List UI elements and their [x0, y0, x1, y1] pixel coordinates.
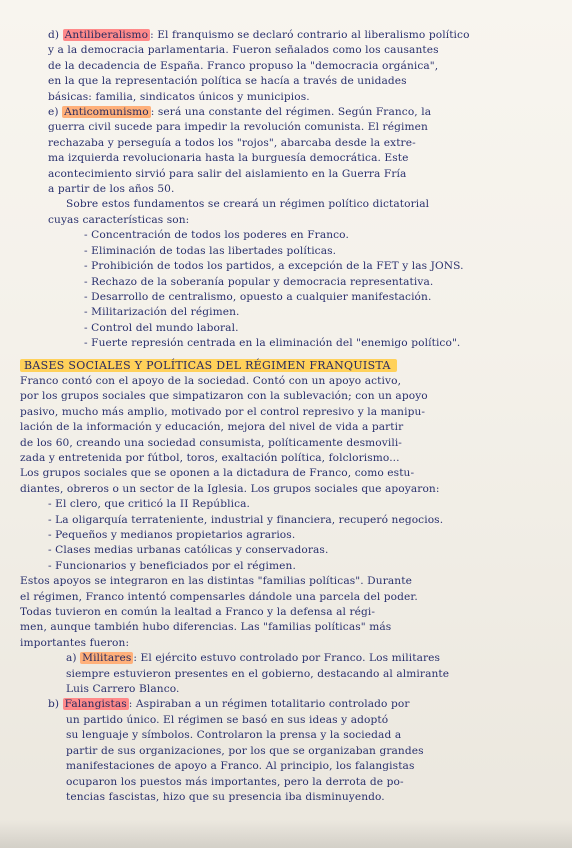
- section-e-term: Anticomunismo: [64, 106, 149, 119]
- falangistas-line-3: su lenguaje y símbolos. Controlaron la prensa y la sociedad a: [66, 729, 402, 742]
- falangistas-line-7: tencias fascistas, hizo que su presencia iba disminuyendo.: [66, 790, 385, 803]
- foundations-item-7: - Control del mundo laboral.: [84, 321, 239, 334]
- bases-line-4: lación de la información y educación, mejora del nivel de vida a partir: [20, 421, 404, 434]
- falangistas-label: b): [48, 698, 63, 711]
- militares-label: a): [66, 652, 81, 665]
- section-e-line-2: guerra civil sucede para impedir la revolución comunista. El régimen: [48, 121, 428, 134]
- militares-text: : El ejército estuvo controlado por Franco. Los militares: [133, 652, 441, 665]
- bottom-shadow: [0, 820, 572, 848]
- falangistas-line-2: un partido único. El régimen se basó en sus ideas y adoptó: [66, 713, 389, 726]
- bases-line-3: pasivo, mucho más amplio, motivado por el control represivo y la manipu-: [20, 405, 426, 418]
- families-line-2: el régimen, Franco intentó compensarles dándole una parcela del poder.: [20, 590, 418, 603]
- falangistas-line-6: ocuparon los puestos más importantes, pero la derrota de po-: [66, 775, 404, 788]
- bases-line-1: Franco contó con el apoyo de la sociedad. Contó con un apoyo activo,: [20, 374, 402, 387]
- section-e-label: e): [48, 106, 63, 119]
- families-line-4: men, aunque también hubo diferencias. Las "familias políticas" más: [20, 621, 392, 634]
- bases-line-7: Los grupos sociales que se oponen a la dictadura de Franco, como estu-: [20, 467, 415, 480]
- falangistas-line-4: partir de sus organizaciones, por los que se organizaban grandes: [66, 744, 424, 757]
- section-e-text: : será una constante del régimen. Según Franco, la: [150, 106, 432, 119]
- families-line-3: Todas tuvieron en común la lealtad a Franco y la defensa al régi-: [20, 606, 376, 619]
- bases-line-5: de los 60, creando una sociedad consumista, políticamente desmovili-: [20, 436, 402, 449]
- section-d-text: : El franquismo se declaró contrario al liberalismo político: [150, 29, 470, 41]
- bases-line-2: por los grupos sociales que simpatizaron con la sublevación; con un apoyo: [20, 390, 428, 403]
- supporter-item-2: - La oligarquía terrateniente, industrial y financiera, recuperó negocios.: [48, 513, 444, 526]
- section-e-line-6: a partir de los años 50.: [48, 183, 175, 196]
- foundations-item-2: - Eliminación de todas las libertades políticas.: [84, 244, 337, 257]
- section-d-line-5: básicas: familia, sindicatos únicos y municipios.: [48, 90, 310, 103]
- bases-line-8: diantes, obreros o un sector de la Iglesia. Los grupos sociales que apoyaron:: [20, 482, 440, 495]
- foundations-intro-1: Sobre estos fundamentos se creará un régimen político dictatorial: [66, 198, 430, 211]
- foundations-item-1: - Concentración de todos los poderes en Franco.: [84, 229, 349, 242]
- section-title-line: [20, 358, 554, 374]
- section-d-line-2: y a la democracia parlamentaria. Fueron señalados como los causantes: [48, 44, 439, 57]
- families-line-1: Estos apoyos se integraron en las distintas "familias políticas". Durante: [20, 575, 412, 588]
- supporter-item-5: - Funcionarios y beneficiados por el régimen.: [48, 559, 296, 572]
- section-e-line-1: [20, 105, 554, 120]
- families-line-5: importantes fueron:: [20, 636, 130, 649]
- militares-line-1: [20, 651, 554, 666]
- section-d-line-3: de la decadencia de España. Franco propuso la "democracia orgánica",: [48, 59, 439, 72]
- foundations-intro-2: cuyas características son:: [48, 213, 190, 226]
- section-d-line-1: [20, 28, 554, 43]
- foundations-item-5: - Desarrollo de centralismo, opuesto a cualquier manifestación.: [84, 290, 432, 303]
- falangistas-text: : Aspiraban a un régimen totalitario controlado por: [128, 698, 410, 711]
- section-d-line-4: en la que la representación política se hacía a través de unidades: [48, 75, 407, 88]
- section-e-line-5: acontecimiento sirvió para salir del aislamiento en la Guerra Fría: [48, 167, 407, 180]
- bases-line-6: zada y entretenida por fútbol, toros, exaltación política, folclorismo...: [20, 451, 400, 464]
- section-d-term: Antiliberalismo: [64, 29, 149, 41]
- section-e-line-4: ma izquierda revolucionaria hasta la burguesía democrática. Este: [48, 152, 409, 165]
- foundations-item-8: - Fuerte represión centrada en la eliminación del "enemigo político".: [84, 337, 461, 350]
- militares-line-3: Luis Carrero Blanco.: [66, 683, 180, 696]
- supporter-item-1: - El clero, que criticó la II República.: [48, 498, 250, 511]
- foundations-item-3: - Prohibición de todos los partidos, a excepción de la FET y las JONS.: [84, 260, 464, 273]
- section-d-label: d): [48, 29, 63, 41]
- foundations-item-4: - Rechazo de la soberanía popular y democracia representativa.: [84, 275, 434, 288]
- falangistas-line-5: manifestaciones de apoyo a Franco. Al principio, los falangistas: [66, 760, 415, 773]
- militares-line-2: siempre estuvieron presentes en el gobierno, destacando al almirante: [66, 667, 450, 680]
- supporter-item-3: - Pequeños y medianos propietarios agrarios.: [48, 529, 296, 541]
- section-title: BASES SOCIALES Y POLÍTICAS DEL RÉGIMEN FRANQUISTA: [20, 359, 397, 372]
- foundations-item-6: - Militarización del régimen.: [84, 306, 240, 319]
- falangistas-term: Falangistas: [64, 698, 127, 711]
- falangistas-line-1: [20, 697, 554, 712]
- militares-term: Militares: [82, 652, 132, 665]
- section-e-line-3: rechazaba y perseguía a todos los "rojos", abarcaba desde la extre-: [48, 136, 416, 149]
- supporter-item-4: - Clases medias urbanas católicas y conservadoras.: [48, 544, 329, 557]
